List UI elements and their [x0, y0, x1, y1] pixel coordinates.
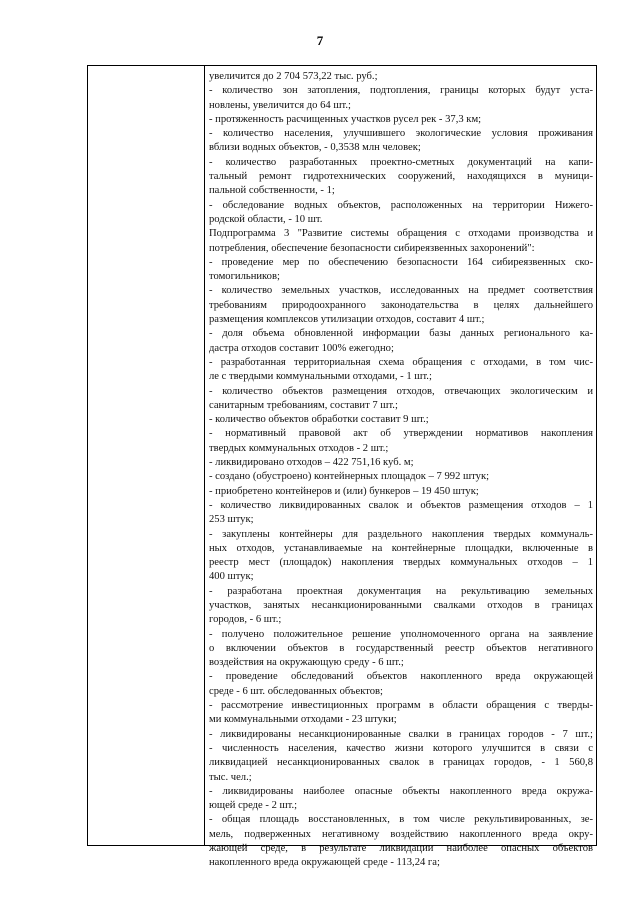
text-line: ликвидацией несанкционированных свалок в границах городов, - 1 560,8 — [209, 757, 593, 769]
text-line: пальной собственности, - 1; — [209, 185, 335, 197]
text-line: - нормативный правовой акт об утверждении нормативов накопления — [209, 428, 593, 440]
table-left-column — [88, 66, 205, 845]
text-line: твердых коммунальных отходов - 2 шт.; — [209, 442, 389, 454]
text-line: - закуплены контейнеры для раздельного накопления твердых коммуналь- — [209, 528, 593, 540]
text-line: - количество ликвидированных свалок и объектов размещения отходов – 1 — [209, 499, 593, 511]
text-line: - обследование водных объектов, расположенных на территории Нижего- — [209, 199, 593, 211]
text-line: - ликвидировано отходов – 422 751,16 куб. м; — [209, 457, 414, 469]
text-line: санитарным требованиям, составит 7 шт.; — [209, 399, 398, 411]
text-line: - ликвидированы наиболее опасные объекты накопленного вреда окружа- — [209, 785, 593, 797]
text-line: томогильников; — [209, 271, 280, 283]
text-line: - доля объема обновленной информации базы данных регионального ка- — [209, 328, 593, 340]
text-line: - количество населения, улучшившего экологические условия проживания — [209, 128, 593, 140]
text-line: - количество объектов размещения отходов, отвечающих экологическим и — [209, 385, 593, 397]
text-line: потребления, обеспечение безопасности сибиреязвенных захоронений": — [209, 242, 535, 254]
text-line: - проведение мер по обеспечению безопасности 164 сибиреязвенных ско- — [209, 256, 593, 268]
text-line: - проведение обследований объектов накопленного вреда окружающей — [209, 671, 593, 683]
text-line: дастра отходов составит 100% ежегодно; — [209, 342, 394, 354]
text-line: о включении объектов в государственный реестр объектов негативного — [209, 642, 593, 654]
text-line: реестр мест (площадок) накопления твердых коммунальных отходов – 1 — [209, 557, 593, 569]
text-line: - разработана проектная документация на рекультивацию земельных — [209, 585, 593, 597]
text-line: - общая площадь восстановленных, в том числе рекультивированных, зе- — [209, 814, 593, 826]
text-line: тальный ремонт гидротехнических сооружений, находящихся в муници- — [209, 171, 593, 183]
text-line: ле с твердыми коммунальными отходами, - 1 шт.; — [209, 371, 432, 383]
text-line: вблизи водных объектов, - 0,3538 млн человек; — [209, 142, 421, 154]
text-line: ми коммунальными отходами - 23 штуки; — [209, 714, 397, 726]
page-number: 7 — [316, 33, 324, 48]
text-line: размещения комплексов утилизации отходов, составит 4 шт.; — [209, 314, 485, 326]
text-line: жающей среде, в результате ликвидации наиболее опасных объектов — [209, 843, 593, 855]
text-line: - рассмотрение инвестиционных программ в области обращения с тверды- — [209, 700, 593, 712]
text-line: новлены, увеличится до 64 шт.; — [209, 99, 351, 111]
text-line: - протяженность расчищенных участков русел рек - 37,3 км; — [209, 113, 482, 125]
text-line: - разработанная территориальная схема обращения с отходами, в том чис- — [209, 356, 593, 368]
text-line: среде - 6 шт. обследованных объектов; — [209, 685, 383, 697]
text-line: воздействия на окружающую среду - 6 шт.; — [209, 657, 404, 669]
text-line: мель, подверженных негативному воздействию накопленного вреда окру- — [209, 828, 593, 840]
text-line: - количество объектов обработки составит 9 шт.; — [209, 414, 429, 426]
document-table — [87, 65, 597, 869]
text-line: - получено положительное решение уполномоченного органа на заявление — [209, 628, 593, 640]
text-line: накопленного вреда окружающей среде - 113,24 га; — [209, 857, 440, 869]
text-line: - количество разработанных проектно-сметных документаций на капи- — [209, 156, 593, 168]
text-line: родской области, - 10 шт. — [209, 213, 323, 225]
text-line: - количество зон затопления, подтопления, границы которых будут уста- — [209, 85, 593, 97]
text-line: 400 штук; — [209, 571, 254, 583]
text-line: - количество земельных участков, исследованных на предмет соответствия — [209, 285, 593, 297]
text-line: участков, занятых несанкционированными свалками отходов в границах — [209, 599, 593, 611]
text-line: - приобретено контейнеров и (или) бункеров – 19 450 штук; — [209, 485, 479, 497]
text-line: требованиям природоохранного законодательства в целях дальнейшего — [209, 299, 593, 311]
text-line: тыс. чел.; — [209, 771, 252, 783]
text-line: увеличится до 2 704 573,22 тыс. руб.; — [209, 71, 378, 82]
text-line: 253 штук; — [209, 514, 254, 526]
text-line: - численность населения, качество жизни которого улучшится в связи с — [209, 742, 593, 754]
text-line: - ликвидированы несанкционированные свалки в границах городов - 7 шт.; — [209, 728, 593, 740]
table-right-column — [205, 66, 596, 869]
text-line: Подпрограмма 3 "Развитие системы обращения с отходами производства и — [209, 228, 593, 240]
text-line: ных отходов, устанавливаемые на контейнерные площадки, включенные в — [209, 542, 593, 554]
text-line: городов, - 6 шт.; — [209, 614, 282, 626]
text-line: ющей среде - 2 шт.; — [209, 800, 298, 812]
text-line: - создано (обустроено) контейнерных площадок – 7 992 штук; — [209, 471, 490, 483]
